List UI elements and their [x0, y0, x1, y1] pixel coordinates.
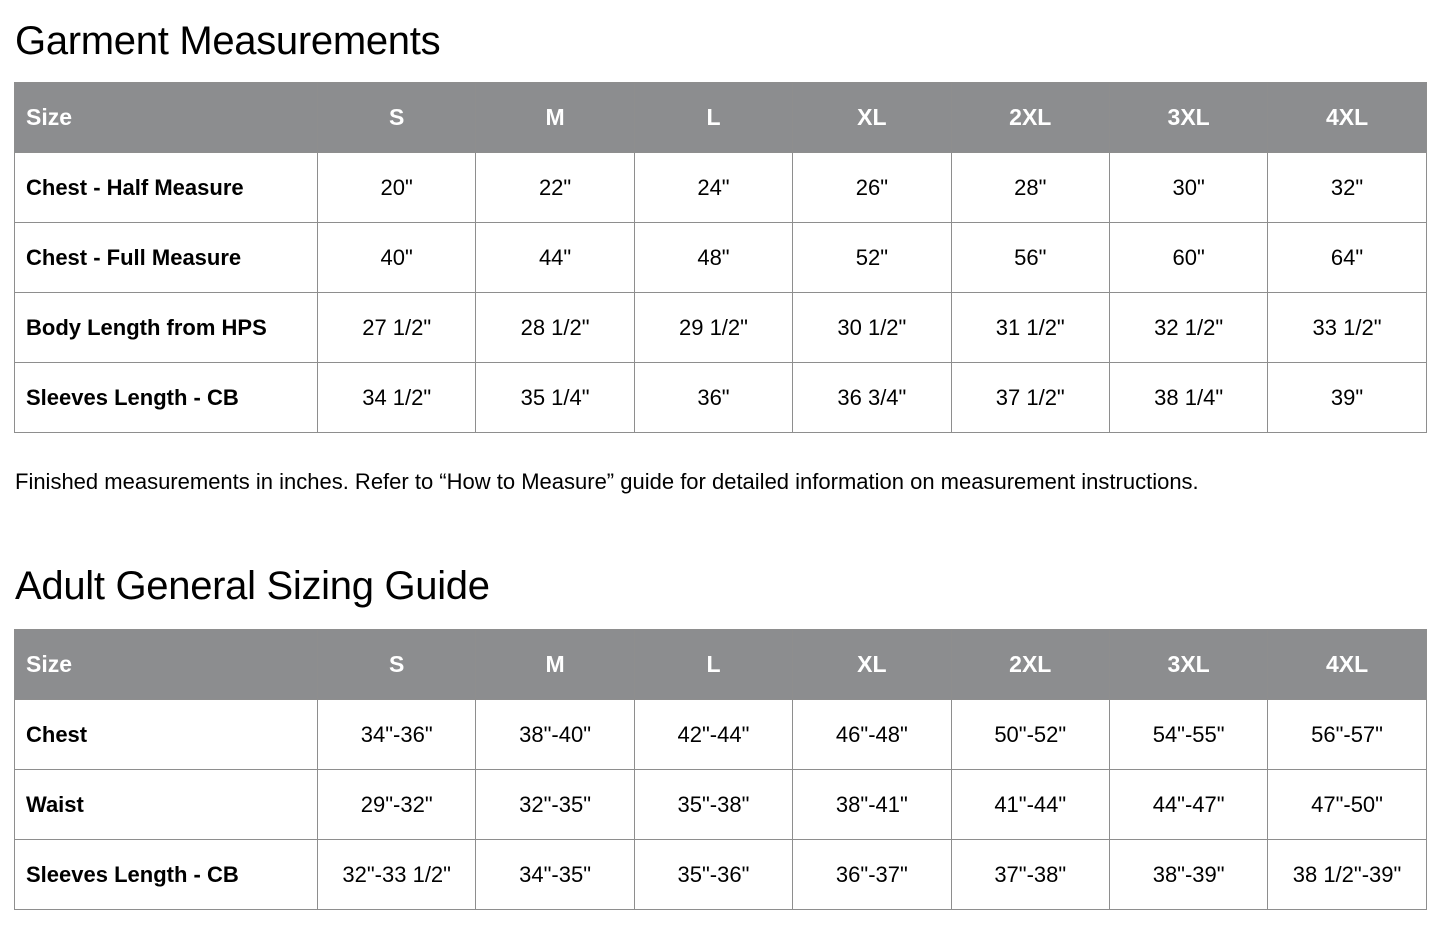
- row-label: Chest - Full Measure: [15, 223, 318, 293]
- table-cell: 60": [1109, 223, 1267, 293]
- table-cell: 36"-37": [793, 840, 951, 910]
- header-cell: S: [318, 83, 476, 153]
- table-cell: 52": [793, 223, 951, 293]
- table-cell: 33 1/2": [1268, 293, 1426, 363]
- table-cell: 36": [634, 363, 792, 433]
- row-label: Chest - Half Measure: [15, 153, 318, 223]
- table-row: [15, 223, 1427, 293]
- garment-measurements-table: [14, 82, 1427, 433]
- header-cell: Size: [15, 83, 318, 153]
- table-cell: 31 1/2": [951, 293, 1109, 363]
- row-label: Waist: [15, 770, 318, 840]
- header-cell: 4XL: [1268, 83, 1426, 153]
- table-row: [15, 840, 1427, 910]
- table-cell: 30 1/2": [793, 293, 951, 363]
- table-cell: 39": [1268, 363, 1426, 433]
- adult-sizing-guide-table: [14, 629, 1427, 910]
- table-row: [15, 770, 1427, 840]
- table-cell: 32"-33 1/2": [318, 840, 476, 910]
- table-cell: 34"-36": [318, 700, 476, 770]
- table-cell: 28 1/2": [476, 293, 634, 363]
- table-cell: 38 1/4": [1109, 363, 1267, 433]
- table-cell: 29"-32": [318, 770, 476, 840]
- table-cell: 38 1/2"-39": [1268, 840, 1426, 910]
- row-label: Chest: [15, 700, 318, 770]
- table-cell: 40": [318, 223, 476, 293]
- header-cell: 2XL: [951, 83, 1109, 153]
- measurement-note: Finished measurements in inches. Refer to “How to Measure” guide for detailed information on measurement instructions.: [15, 469, 1199, 494]
- table-cell: 32": [1268, 153, 1426, 223]
- header-cell: Size: [15, 630, 318, 700]
- header-cell: 3XL: [1109, 630, 1267, 700]
- table-cell: 35 1/4": [476, 363, 634, 433]
- garment-measurements-title: Garment Measurements: [15, 19, 441, 63]
- table-cell: 29 1/2": [634, 293, 792, 363]
- table-cell: 35"-36": [634, 840, 792, 910]
- table-cell: 56"-57": [1268, 700, 1426, 770]
- table-cell: 35"-38": [634, 770, 792, 840]
- header-cell: M: [476, 630, 634, 700]
- table-cell: 56": [951, 223, 1109, 293]
- table-cell: 34"-35": [476, 840, 634, 910]
- header-cell: L: [634, 630, 792, 700]
- table-cell: 20": [318, 153, 476, 223]
- table-cell: 50"-52": [951, 700, 1109, 770]
- table-cell: 34 1/2": [318, 363, 476, 433]
- header-cell: L: [634, 83, 792, 153]
- table-cell: 54"-55": [1109, 700, 1267, 770]
- row-label: Sleeves Length - CB: [15, 840, 318, 910]
- table-cell: 38"-41": [793, 770, 951, 840]
- table-cell: 44"-47": [1109, 770, 1267, 840]
- table-header-row: [15, 630, 1427, 700]
- table-cell: 32 1/2": [1109, 293, 1267, 363]
- adult-sizing-guide-title: Adult General Sizing Guide: [15, 564, 490, 608]
- table-cell: 41"-44": [951, 770, 1109, 840]
- table-cell: 46"-48": [793, 700, 951, 770]
- table-cell: 28": [951, 153, 1109, 223]
- header-cell: XL: [793, 630, 951, 700]
- table-cell: 30": [1109, 153, 1267, 223]
- row-label: Body Length from HPS: [15, 293, 318, 363]
- table-cell: 47"-50": [1268, 770, 1426, 840]
- table-row: [15, 363, 1427, 433]
- header-cell: 3XL: [1109, 83, 1267, 153]
- table-cell: 42"-44": [634, 700, 792, 770]
- table-cell: 37 1/2": [951, 363, 1109, 433]
- table-cell: 27 1/2": [318, 293, 476, 363]
- table-cell: 38"-40": [476, 700, 634, 770]
- table-row: [15, 293, 1427, 363]
- table-cell: 26": [793, 153, 951, 223]
- table-cell: 22": [476, 153, 634, 223]
- table-row: [15, 153, 1427, 223]
- table-cell: 44": [476, 223, 634, 293]
- table-header-row: [15, 83, 1427, 153]
- table-row: [15, 700, 1427, 770]
- table-cell: 38"-39": [1109, 840, 1267, 910]
- header-cell: 4XL: [1268, 630, 1426, 700]
- table-cell: 37"-38": [951, 840, 1109, 910]
- table-cell: 48": [634, 223, 792, 293]
- table-cell: 24": [634, 153, 792, 223]
- header-cell: XL: [793, 83, 951, 153]
- header-cell: S: [318, 630, 476, 700]
- table-cell: 64": [1268, 223, 1426, 293]
- table-cell: 32"-35": [476, 770, 634, 840]
- header-cell: M: [476, 83, 634, 153]
- table-cell: 36 3/4": [793, 363, 951, 433]
- row-label: Sleeves Length - CB: [15, 363, 318, 433]
- header-cell: 2XL: [951, 630, 1109, 700]
